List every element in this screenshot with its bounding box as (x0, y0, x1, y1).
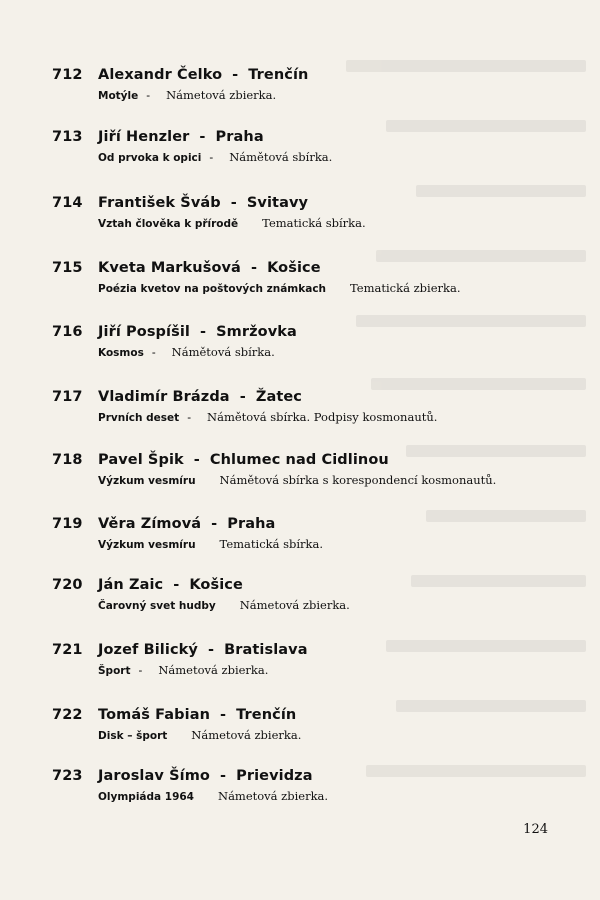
detail-dash: - (187, 412, 192, 424)
collection-description: Námětová sbírka s korespondencí kosmonautů. (219, 473, 497, 487)
collection-description: Tematická sbírka. (262, 216, 366, 230)
exhibitor-city: Praha (215, 129, 264, 145)
entry-713 (52, 128, 572, 166)
entry-head (52, 451, 572, 469)
entry-head (52, 515, 572, 533)
entry-718 (52, 451, 572, 489)
entry-number: 720 (52, 577, 83, 593)
entry-714 (52, 194, 572, 232)
entry-detail (98, 410, 572, 426)
collection-title: Motýle (98, 90, 139, 102)
entry-detail (98, 473, 572, 489)
entry-715 (52, 259, 572, 297)
exhibitor-name: Jiří Pospíšil (98, 324, 190, 340)
entry-detail (98, 789, 572, 805)
exhibitor-city: Praha (227, 516, 276, 532)
entry-detail (98, 537, 572, 553)
collection-title: Kosmos (98, 347, 144, 359)
exhibitor-name: Pavel Špik (98, 452, 184, 468)
entry-number: 716 (52, 324, 83, 340)
exhibitor-city: Smržovka (216, 324, 297, 340)
separator: - (239, 389, 246, 405)
entry-number: 715 (52, 260, 83, 276)
exhibitor-name: Jozef Bilický (98, 642, 198, 658)
entry-number: 721 (52, 642, 83, 658)
collection-description: Námetová zbierka. (218, 789, 329, 803)
exhibitor-name: Alexandr Čelko (98, 67, 223, 83)
entry-head (52, 66, 572, 84)
exhibitor-name: Tomáš Fabian (98, 707, 210, 723)
entry-detail (98, 216, 572, 232)
collection-title: Prvních deset (98, 412, 180, 424)
collection-description: Námětová sbírka. (229, 150, 333, 164)
entry-head (52, 194, 572, 212)
collection-description: Tematická zbierka. (350, 281, 461, 295)
separator: - (207, 642, 215, 658)
collection-title: Šport (98, 665, 131, 677)
entry-720 (52, 576, 572, 614)
exhibitor-city: Žatec (255, 389, 302, 405)
exhibitor-city: Trenčín (248, 67, 309, 83)
detail-dash: - (209, 152, 214, 164)
exhibitor-name: Věra Zímová (98, 516, 202, 532)
entry-detail (98, 88, 572, 104)
exhibitor-city: Chlumec nad Cidlinou (209, 452, 389, 468)
collection-description: Námetová zbierka. (166, 88, 277, 102)
separator: - (173, 577, 180, 593)
entry-712 (52, 66, 572, 104)
exhibitor-city: Bratislava (224, 642, 308, 658)
entry-number: 719 (52, 516, 83, 532)
separator: - (199, 129, 206, 145)
collection-title: Od prvoka k opici (98, 152, 202, 164)
separator: - (230, 195, 237, 211)
separator: - (211, 516, 218, 532)
entry-head (52, 641, 572, 659)
collection-title: Výzkum vesmíru (98, 475, 196, 487)
entry-717 (52, 388, 572, 426)
separator: - (220, 707, 227, 723)
entry-detail (98, 598, 572, 614)
collection-title: Disk – šport (98, 730, 168, 742)
entry-722 (52, 706, 572, 744)
exhibitor-name: Kveta Markušová (98, 260, 241, 276)
entry-number: 713 (52, 129, 83, 145)
entry-detail (98, 728, 572, 744)
entry-head (52, 388, 572, 406)
exhibitor-name: Ján Zaic (98, 577, 164, 593)
entry-head (52, 323, 572, 341)
separator: - (199, 324, 207, 340)
collection-title: Poézia kvetov na poštových známkach (98, 283, 327, 295)
separator: - (219, 768, 227, 784)
entry-number: 712 (52, 67, 83, 83)
entry-head (52, 706, 572, 724)
entry-detail (98, 150, 572, 166)
entry-number: 714 (52, 195, 83, 211)
entry-716 (52, 323, 572, 361)
separator: - (232, 67, 239, 83)
entry-detail (98, 345, 572, 361)
collection-title: Výzkum vesmíru (98, 539, 196, 551)
entry-number: 718 (52, 452, 83, 468)
collection-title: Čarovný svet hudby (98, 600, 216, 612)
exhibitor-city: Trenčín (236, 707, 297, 723)
entry-721 (52, 641, 572, 679)
exhibitor-name: František Šváb (98, 195, 221, 211)
collection-title: Vztah člověka k přírodě (98, 218, 239, 230)
entry-head (52, 259, 572, 277)
entry-number: 723 (52, 768, 83, 784)
entry-detail (98, 281, 572, 297)
exhibitor-city: Košice (267, 260, 321, 276)
collection-description: Námetová zbierka. (158, 663, 269, 677)
exhibitor-city: Prievidza (236, 768, 313, 784)
entry-number: 717 (52, 389, 83, 405)
entry-719 (52, 515, 572, 553)
entry-head (52, 767, 572, 785)
exhibitor-name: Jiří Henzler (98, 129, 190, 145)
collection-description: Námětová sbírka. Podpisy kosmonautů. (207, 410, 438, 424)
exhibitor-city: Košice (189, 577, 243, 593)
entry-head (52, 128, 572, 146)
separator: - (250, 260, 258, 276)
exhibitor-city: Svitavy (246, 195, 309, 211)
detail-dash: - (138, 665, 143, 677)
exhibitor-name: Jaroslav Šímo (98, 768, 210, 784)
entry-detail (98, 663, 572, 679)
entry-number: 722 (52, 707, 83, 723)
page-number: 124 (523, 822, 548, 837)
detail-dash: - (146, 90, 151, 102)
collection-title: Olympiáda 1964 (98, 791, 194, 803)
exhibitor-name: Vladimír Brázda (98, 389, 230, 405)
collection-description: Námetová zbierka. (191, 728, 302, 742)
collection-description: Tematická sbírka. (219, 537, 324, 551)
collection-description: Námětová sbírka. (171, 345, 275, 359)
collection-description: Námetová zbierka. (239, 598, 350, 612)
separator: - (193, 452, 200, 468)
entry-723 (52, 767, 572, 805)
entry-head (52, 576, 572, 594)
detail-dash: - (151, 347, 156, 359)
